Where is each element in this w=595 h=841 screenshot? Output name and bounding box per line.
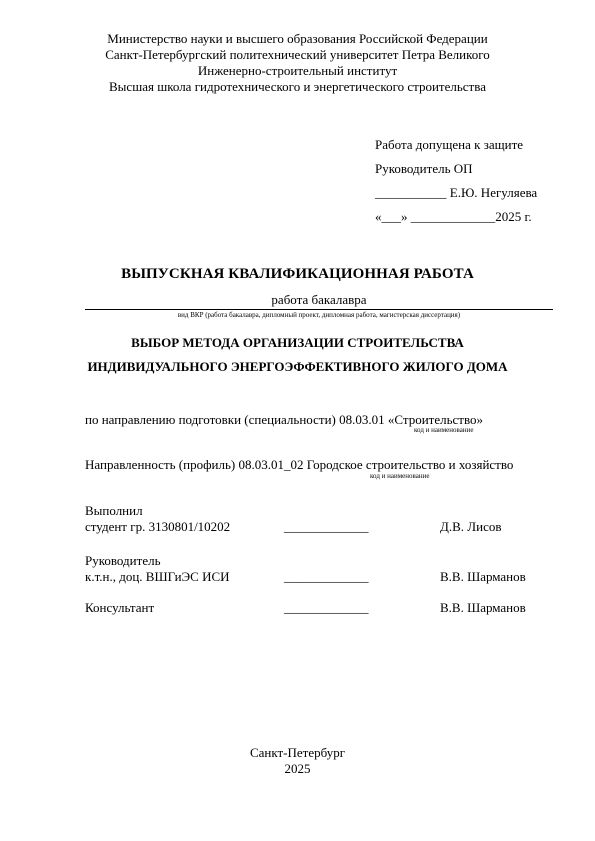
performed-label: Выполнил	[85, 503, 143, 518]
school-line: Высшая школа гидротехнического и энергетического строительства	[109, 79, 486, 94]
supervisor-position: к.т.н., доц. ВШГиЭС ИСИ	[85, 569, 230, 584]
student-signature-line: _____________	[284, 519, 369, 534]
profile-hint: код и наименование	[370, 472, 430, 480]
consultant-signature-line: _____________	[284, 600, 369, 615]
head-of-program-signature: ___________ Е.Ю. Негуляева	[375, 185, 538, 200]
subject-line-1: ВЫБОР МЕТОДА ОРГАНИЗАЦИИ СТРОИТЕЛЬСТВА	[131, 335, 464, 350]
university-line: Санкт-Петербургский политехнический университет Петра Великого	[105, 47, 490, 62]
institute-line: Инженерно-строительный институт	[197, 63, 398, 78]
city: Санкт-Петербург	[249, 745, 346, 760]
year: 2025	[284, 761, 311, 776]
work-title: ВЫПУСКНАЯ КВАЛИФИКАЦИОННАЯ РАБОТА	[121, 266, 474, 282]
work-kind-hint: вид ВКР (работа бакалавра, дипломный проект, дипломная работа, магистерская диссертация)	[177, 311, 461, 319]
consultant-label: Консультант	[85, 600, 155, 615]
student-name: Д.В. Лисов	[440, 519, 502, 534]
work-kind: работа бакалавра	[271, 292, 367, 307]
subject-line-2: ИНДИВИДУАЛЬНОГО ЭНЕРГОЭФФЕКТИВНОГО ЖИЛОГО ДОМА	[87, 359, 508, 374]
supervisor-name: В.В. Шарманов	[440, 569, 526, 584]
student-group: студент гр. 3130801/10202	[85, 519, 231, 534]
ministry-line: Министерство науки и высшего образования Российской Федерации	[107, 31, 488, 46]
work-kind-underline	[85, 309, 553, 310]
supervisor-label: Руководитель	[85, 553, 161, 568]
direction-text: по направлению подготовки (специальности) 08.03.01 «Строительство»	[85, 412, 484, 427]
direction-hint: код и наименование	[414, 426, 474, 434]
supervisor-signature-line: _____________	[284, 569, 369, 584]
profile-text: Направленность (профиль) 08.03.01_02 Городское строительство и хозяйство	[85, 457, 514, 472]
approval-date: «___» _____________2025 г.	[375, 209, 532, 224]
admitted-text: Работа допущена к защите	[375, 137, 524, 152]
consultant-name: В.В. Шарманов	[440, 600, 526, 615]
head-of-program-title: Руководитель ОП	[375, 161, 473, 176]
